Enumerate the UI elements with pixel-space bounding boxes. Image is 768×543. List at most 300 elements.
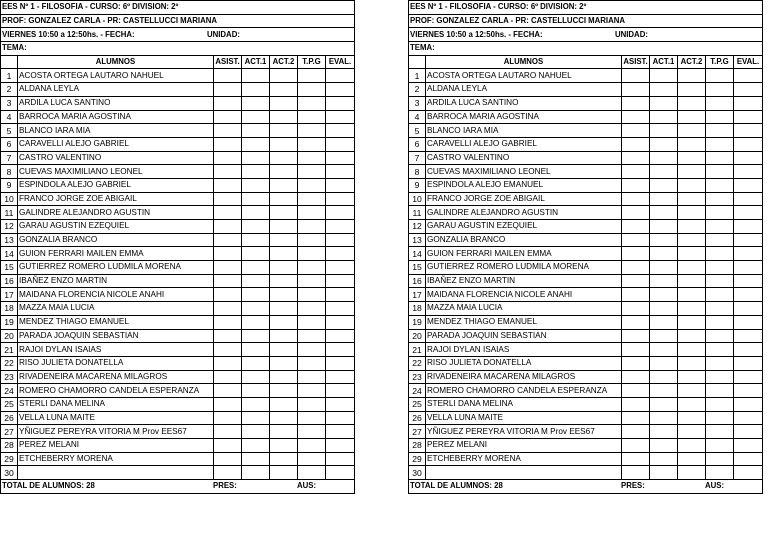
- tpg-cell[interactable]: [298, 178, 326, 192]
- act2-cell[interactable]: [270, 411, 298, 425]
- act2-cell[interactable]: [270, 247, 298, 261]
- tpg-cell[interactable]: [298, 356, 326, 370]
- asist-cell[interactable]: [214, 233, 242, 247]
- asist-cell[interactable]: [214, 397, 242, 411]
- eval-cell[interactable]: [734, 233, 763, 247]
- act1-cell[interactable]: [242, 315, 270, 329]
- act1-cell[interactable]: [650, 315, 678, 329]
- asist-cell[interactable]: [214, 439, 242, 453]
- tpg-cell[interactable]: [706, 247, 734, 261]
- act2-cell[interactable]: [678, 329, 706, 343]
- act2-cell[interactable]: [270, 165, 298, 179]
- tpg-cell[interactable]: [706, 220, 734, 234]
- act2-cell[interactable]: [678, 302, 706, 316]
- act1-cell[interactable]: [650, 165, 678, 179]
- tpg-cell[interactable]: [706, 178, 734, 192]
- eval-cell[interactable]: [326, 261, 355, 275]
- act1-cell[interactable]: [650, 206, 678, 220]
- act2-cell[interactable]: [270, 343, 298, 357]
- act2-cell[interactable]: [270, 274, 298, 288]
- eval-cell[interactable]: [326, 356, 355, 370]
- act1-cell[interactable]: [650, 425, 678, 439]
- asist-cell[interactable]: [622, 397, 650, 411]
- asist-cell[interactable]: [214, 411, 242, 425]
- asist-cell[interactable]: [214, 69, 242, 83]
- tpg-cell[interactable]: [706, 288, 734, 302]
- eval-cell[interactable]: [326, 178, 355, 192]
- act2-cell[interactable]: [270, 439, 298, 453]
- act2-cell[interactable]: [270, 178, 298, 192]
- act1-cell[interactable]: [650, 220, 678, 234]
- act2-cell[interactable]: [678, 425, 706, 439]
- tpg-cell[interactable]: [706, 425, 734, 439]
- asist-cell[interactable]: [622, 356, 650, 370]
- act2-cell[interactable]: [270, 110, 298, 124]
- eval-cell[interactable]: [326, 233, 355, 247]
- act2-cell[interactable]: [678, 288, 706, 302]
- eval-cell[interactable]: [734, 69, 763, 83]
- act2-cell[interactable]: [678, 220, 706, 234]
- act1-cell[interactable]: [242, 439, 270, 453]
- act1-cell[interactable]: [242, 233, 270, 247]
- act2-cell[interactable]: [270, 206, 298, 220]
- eval-cell[interactable]: [326, 192, 355, 206]
- eval-cell[interactable]: [734, 192, 763, 206]
- eval-cell[interactable]: [734, 343, 763, 357]
- eval-cell[interactable]: [734, 274, 763, 288]
- act1-cell[interactable]: [242, 96, 270, 110]
- act2-cell[interactable]: [270, 261, 298, 275]
- tpg-cell[interactable]: [298, 192, 326, 206]
- tpg-cell[interactable]: [706, 124, 734, 138]
- eval-cell[interactable]: [326, 206, 355, 220]
- act1-cell[interactable]: [650, 397, 678, 411]
- asist-cell[interactable]: [214, 315, 242, 329]
- act2-cell[interactable]: [270, 384, 298, 398]
- eval-cell[interactable]: [734, 315, 763, 329]
- eval-cell[interactable]: [734, 110, 763, 124]
- eval-cell[interactable]: [326, 397, 355, 411]
- asist-cell[interactable]: [214, 329, 242, 343]
- act1-cell[interactable]: [650, 439, 678, 453]
- eval-cell[interactable]: [326, 302, 355, 316]
- eval-cell[interactable]: [734, 151, 763, 165]
- act2-cell[interactable]: [270, 220, 298, 234]
- act1-cell[interactable]: [242, 302, 270, 316]
- tpg-cell[interactable]: [298, 96, 326, 110]
- tpg-cell[interactable]: [298, 206, 326, 220]
- act2-cell[interactable]: [678, 96, 706, 110]
- asist-cell[interactable]: [214, 83, 242, 97]
- tpg-cell[interactable]: [706, 315, 734, 329]
- eval-cell[interactable]: [734, 178, 763, 192]
- tpg-cell[interactable]: [706, 411, 734, 425]
- eval-cell[interactable]: [734, 356, 763, 370]
- tpg-cell[interactable]: [298, 466, 326, 480]
- act1-cell[interactable]: [242, 261, 270, 275]
- tpg-cell[interactable]: [298, 165, 326, 179]
- act2-cell[interactable]: [678, 343, 706, 357]
- tpg-cell[interactable]: [706, 261, 734, 275]
- act2-cell[interactable]: [270, 370, 298, 384]
- act2-cell[interactable]: [678, 192, 706, 206]
- asist-cell[interactable]: [622, 439, 650, 453]
- act2-cell[interactable]: [678, 274, 706, 288]
- act2-cell[interactable]: [678, 83, 706, 97]
- act2-cell[interactable]: [678, 247, 706, 261]
- eval-cell[interactable]: [734, 165, 763, 179]
- eval-cell[interactable]: [734, 302, 763, 316]
- act1-cell[interactable]: [650, 83, 678, 97]
- eval-cell[interactable]: [326, 439, 355, 453]
- asist-cell[interactable]: [622, 192, 650, 206]
- act1-cell[interactable]: [650, 178, 678, 192]
- act2-cell[interactable]: [678, 69, 706, 83]
- eval-cell[interactable]: [734, 261, 763, 275]
- eval-cell[interactable]: [734, 124, 763, 138]
- act1-cell[interactable]: [242, 452, 270, 466]
- eval-cell[interactable]: [734, 288, 763, 302]
- act2-cell[interactable]: [270, 83, 298, 97]
- tpg-cell[interactable]: [706, 206, 734, 220]
- act2-cell[interactable]: [270, 192, 298, 206]
- asist-cell[interactable]: [214, 370, 242, 384]
- asist-cell[interactable]: [622, 151, 650, 165]
- asist-cell[interactable]: [622, 384, 650, 398]
- act1-cell[interactable]: [650, 124, 678, 138]
- act1-cell[interactable]: [650, 96, 678, 110]
- act2-cell[interactable]: [270, 124, 298, 138]
- eval-cell[interactable]: [734, 247, 763, 261]
- eval-cell[interactable]: [734, 220, 763, 234]
- tpg-cell[interactable]: [298, 411, 326, 425]
- eval-cell[interactable]: [326, 110, 355, 124]
- act2-cell[interactable]: [678, 356, 706, 370]
- eval-cell[interactable]: [734, 83, 763, 97]
- act1-cell[interactable]: [650, 192, 678, 206]
- act1-cell[interactable]: [650, 384, 678, 398]
- asist-cell[interactable]: [622, 233, 650, 247]
- act1-cell[interactable]: [242, 178, 270, 192]
- asist-cell[interactable]: [214, 288, 242, 302]
- asist-cell[interactable]: [622, 411, 650, 425]
- eval-cell[interactable]: [326, 370, 355, 384]
- tpg-cell[interactable]: [298, 83, 326, 97]
- asist-cell[interactable]: [214, 425, 242, 439]
- asist-cell[interactable]: [214, 302, 242, 316]
- act1-cell[interactable]: [242, 274, 270, 288]
- act2-cell[interactable]: [678, 165, 706, 179]
- act2-cell[interactable]: [270, 397, 298, 411]
- eval-cell[interactable]: [734, 206, 763, 220]
- act2-cell[interactable]: [270, 329, 298, 343]
- asist-cell[interactable]: [622, 206, 650, 220]
- act1-cell[interactable]: [242, 370, 270, 384]
- tpg-cell[interactable]: [706, 233, 734, 247]
- asist-cell[interactable]: [622, 165, 650, 179]
- tpg-cell[interactable]: [706, 452, 734, 466]
- asist-cell[interactable]: [214, 274, 242, 288]
- act1-cell[interactable]: [242, 165, 270, 179]
- tpg-cell[interactable]: [706, 110, 734, 124]
- asist-cell[interactable]: [622, 178, 650, 192]
- asist-cell[interactable]: [214, 384, 242, 398]
- eval-cell[interactable]: [734, 96, 763, 110]
- asist-cell[interactable]: [622, 343, 650, 357]
- act2-cell[interactable]: [678, 384, 706, 398]
- act1-cell[interactable]: [242, 425, 270, 439]
- asist-cell[interactable]: [622, 329, 650, 343]
- act1-cell[interactable]: [242, 397, 270, 411]
- asist-cell[interactable]: [622, 220, 650, 234]
- act1-cell[interactable]: [242, 124, 270, 138]
- act2-cell[interactable]: [270, 151, 298, 165]
- tpg-cell[interactable]: [706, 83, 734, 97]
- asist-cell[interactable]: [622, 370, 650, 384]
- eval-cell[interactable]: [326, 96, 355, 110]
- act1-cell[interactable]: [650, 452, 678, 466]
- tpg-cell[interactable]: [298, 233, 326, 247]
- eval-cell[interactable]: [326, 274, 355, 288]
- act2-cell[interactable]: [270, 137, 298, 151]
- tpg-cell[interactable]: [706, 356, 734, 370]
- tpg-cell[interactable]: [298, 151, 326, 165]
- asist-cell[interactable]: [214, 247, 242, 261]
- act1-cell[interactable]: [650, 137, 678, 151]
- asist-cell[interactable]: [214, 261, 242, 275]
- act1-cell[interactable]: [242, 411, 270, 425]
- eval-cell[interactable]: [326, 452, 355, 466]
- asist-cell[interactable]: [622, 261, 650, 275]
- eval-cell[interactable]: [326, 315, 355, 329]
- act1-cell[interactable]: [650, 343, 678, 357]
- act1-cell[interactable]: [242, 343, 270, 357]
- act1-cell[interactable]: [650, 69, 678, 83]
- tpg-cell[interactable]: [298, 370, 326, 384]
- act1-cell[interactable]: [650, 466, 678, 480]
- act1-cell[interactable]: [650, 247, 678, 261]
- asist-cell[interactable]: [622, 466, 650, 480]
- tpg-cell[interactable]: [298, 302, 326, 316]
- tpg-cell[interactable]: [298, 124, 326, 138]
- tpg-cell[interactable]: [706, 329, 734, 343]
- eval-cell[interactable]: [326, 83, 355, 97]
- asist-cell[interactable]: [214, 96, 242, 110]
- asist-cell[interactable]: [214, 356, 242, 370]
- eval-cell[interactable]: [734, 137, 763, 151]
- asist-cell[interactable]: [622, 110, 650, 124]
- act2-cell[interactable]: [678, 439, 706, 453]
- act1-cell[interactable]: [650, 274, 678, 288]
- eval-cell[interactable]: [326, 165, 355, 179]
- tpg-cell[interactable]: [298, 261, 326, 275]
- tpg-cell[interactable]: [706, 384, 734, 398]
- tpg-cell[interactable]: [298, 425, 326, 439]
- tpg-cell[interactable]: [706, 192, 734, 206]
- tpg-cell[interactable]: [298, 384, 326, 398]
- tpg-cell[interactable]: [298, 343, 326, 357]
- act2-cell[interactable]: [678, 261, 706, 275]
- eval-cell[interactable]: [326, 466, 355, 480]
- asist-cell[interactable]: [622, 425, 650, 439]
- asist-cell[interactable]: [622, 137, 650, 151]
- tpg-cell[interactable]: [706, 151, 734, 165]
- act1-cell[interactable]: [242, 466, 270, 480]
- act2-cell[interactable]: [678, 370, 706, 384]
- act2-cell[interactable]: [270, 302, 298, 316]
- eval-cell[interactable]: [326, 329, 355, 343]
- asist-cell[interactable]: [214, 220, 242, 234]
- act1-cell[interactable]: [242, 247, 270, 261]
- asist-cell[interactable]: [622, 69, 650, 83]
- act1-cell[interactable]: [650, 370, 678, 384]
- tpg-cell[interactable]: [298, 329, 326, 343]
- eval-cell[interactable]: [326, 69, 355, 83]
- act1-cell[interactable]: [242, 356, 270, 370]
- asist-cell[interactable]: [622, 288, 650, 302]
- act2-cell[interactable]: [678, 110, 706, 124]
- asist-cell[interactable]: [214, 178, 242, 192]
- eval-cell[interactable]: [734, 329, 763, 343]
- act1-cell[interactable]: [242, 151, 270, 165]
- tpg-cell[interactable]: [706, 274, 734, 288]
- asist-cell[interactable]: [622, 96, 650, 110]
- tpg-cell[interactable]: [706, 69, 734, 83]
- act1-cell[interactable]: [242, 329, 270, 343]
- act2-cell[interactable]: [678, 151, 706, 165]
- act1-cell[interactable]: [650, 261, 678, 275]
- act1-cell[interactable]: [650, 233, 678, 247]
- asist-cell[interactable]: [622, 124, 650, 138]
- tpg-cell[interactable]: [298, 220, 326, 234]
- eval-cell[interactable]: [734, 411, 763, 425]
- act1-cell[interactable]: [242, 220, 270, 234]
- asist-cell[interactable]: [214, 110, 242, 124]
- act2-cell[interactable]: [270, 96, 298, 110]
- eval-cell[interactable]: [326, 384, 355, 398]
- act2-cell[interactable]: [678, 452, 706, 466]
- tpg-cell[interactable]: [706, 302, 734, 316]
- tpg-cell[interactable]: [706, 96, 734, 110]
- eval-cell[interactable]: [326, 288, 355, 302]
- act1-cell[interactable]: [650, 110, 678, 124]
- act2-cell[interactable]: [678, 233, 706, 247]
- act1-cell[interactable]: [650, 302, 678, 316]
- act1-cell[interactable]: [242, 137, 270, 151]
- tpg-cell[interactable]: [298, 397, 326, 411]
- tpg-cell[interactable]: [706, 137, 734, 151]
- tpg-cell[interactable]: [298, 69, 326, 83]
- act2-cell[interactable]: [678, 137, 706, 151]
- eval-cell[interactable]: [734, 397, 763, 411]
- act1-cell[interactable]: [650, 288, 678, 302]
- tpg-cell[interactable]: [706, 397, 734, 411]
- act2-cell[interactable]: [270, 356, 298, 370]
- act1-cell[interactable]: [242, 110, 270, 124]
- tpg-cell[interactable]: [298, 288, 326, 302]
- eval-cell[interactable]: [734, 439, 763, 453]
- act1-cell[interactable]: [242, 69, 270, 83]
- act2-cell[interactable]: [678, 466, 706, 480]
- tpg-cell[interactable]: [298, 315, 326, 329]
- eval-cell[interactable]: [326, 151, 355, 165]
- act2-cell[interactable]: [678, 315, 706, 329]
- act2-cell[interactable]: [678, 206, 706, 220]
- eval-cell[interactable]: [326, 124, 355, 138]
- tpg-cell[interactable]: [706, 343, 734, 357]
- eval-cell[interactable]: [734, 425, 763, 439]
- tpg-cell[interactable]: [298, 110, 326, 124]
- act2-cell[interactable]: [270, 452, 298, 466]
- tpg-cell[interactable]: [706, 466, 734, 480]
- asist-cell[interactable]: [622, 315, 650, 329]
- act1-cell[interactable]: [242, 288, 270, 302]
- tpg-cell[interactable]: [298, 247, 326, 261]
- act2-cell[interactable]: [270, 69, 298, 83]
- act1-cell[interactable]: [650, 329, 678, 343]
- act2-cell[interactable]: [270, 233, 298, 247]
- eval-cell[interactable]: [326, 220, 355, 234]
- act2-cell[interactable]: [678, 178, 706, 192]
- act2-cell[interactable]: [678, 124, 706, 138]
- eval-cell[interactable]: [326, 425, 355, 439]
- tpg-cell[interactable]: [706, 370, 734, 384]
- asist-cell[interactable]: [622, 302, 650, 316]
- eval-cell[interactable]: [734, 370, 763, 384]
- asist-cell[interactable]: [214, 124, 242, 138]
- asist-cell[interactable]: [214, 466, 242, 480]
- eval-cell[interactable]: [326, 343, 355, 357]
- tpg-cell[interactable]: [706, 165, 734, 179]
- asist-cell[interactable]: [214, 206, 242, 220]
- eval-cell[interactable]: [734, 384, 763, 398]
- asist-cell[interactable]: [622, 452, 650, 466]
- eval-cell[interactable]: [734, 466, 763, 480]
- act1-cell[interactable]: [242, 83, 270, 97]
- act2-cell[interactable]: [270, 425, 298, 439]
- tpg-cell[interactable]: [298, 137, 326, 151]
- eval-cell[interactable]: [326, 411, 355, 425]
- asist-cell[interactable]: [622, 247, 650, 261]
- tpg-cell[interactable]: [298, 452, 326, 466]
- asist-cell[interactable]: [214, 137, 242, 151]
- tpg-cell[interactable]: [298, 439, 326, 453]
- asist-cell[interactable]: [214, 165, 242, 179]
- act1-cell[interactable]: [242, 384, 270, 398]
- asist-cell[interactable]: [214, 151, 242, 165]
- eval-cell[interactable]: [326, 247, 355, 261]
- tpg-cell[interactable]: [298, 274, 326, 288]
- tpg-cell[interactable]: [706, 439, 734, 453]
- act1-cell[interactable]: [242, 206, 270, 220]
- act1-cell[interactable]: [650, 411, 678, 425]
- act2-cell[interactable]: [678, 411, 706, 425]
- act1-cell[interactable]: [650, 151, 678, 165]
- asist-cell[interactable]: [214, 452, 242, 466]
- asist-cell[interactable]: [622, 274, 650, 288]
- act1-cell[interactable]: [242, 192, 270, 206]
- asist-cell[interactable]: [622, 83, 650, 97]
- eval-cell[interactable]: [734, 452, 763, 466]
- act2-cell[interactable]: [270, 466, 298, 480]
- act1-cell[interactable]: [650, 356, 678, 370]
- eval-cell[interactable]: [326, 137, 355, 151]
- asist-cell[interactable]: [214, 192, 242, 206]
- asist-cell[interactable]: [214, 343, 242, 357]
- act2-cell[interactable]: [270, 315, 298, 329]
- act2-cell[interactable]: [678, 397, 706, 411]
- act2-cell[interactable]: [270, 288, 298, 302]
